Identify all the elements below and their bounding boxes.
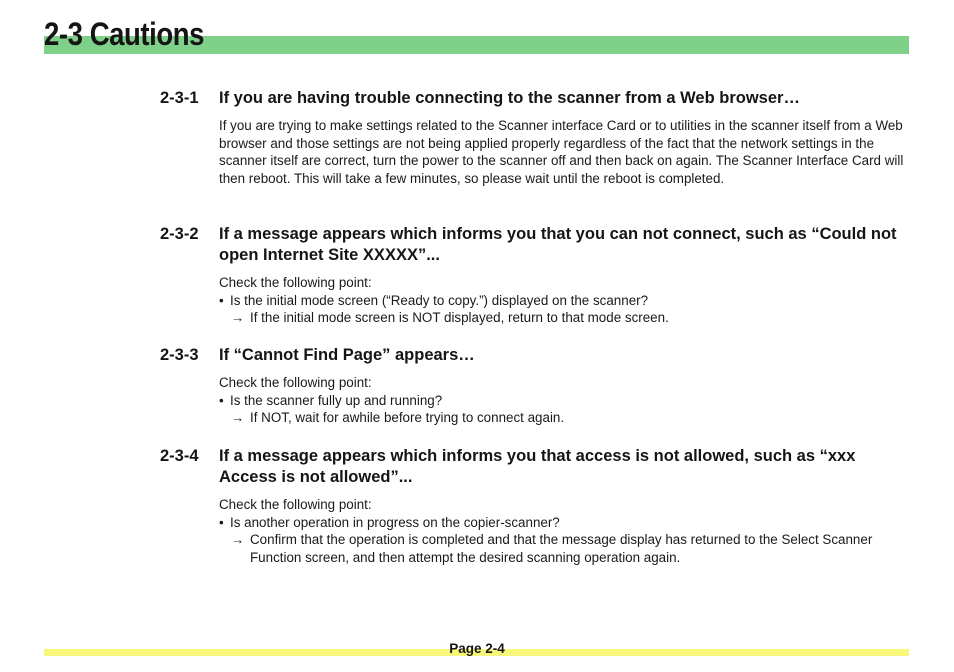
bullet-icon: • (219, 514, 224, 530)
action-line (219, 409, 909, 427)
section-number: 2-3-1 (160, 89, 199, 107)
action-line (219, 531, 909, 566)
section-body (219, 496, 909, 566)
arrow-right-icon: → (231, 532, 245, 547)
arrow-right-icon: → (231, 410, 245, 425)
check-intro: Check the following point: (219, 375, 372, 390)
action-text: Confirm that the operation is completed and that the message display has returned to the Select Scanner Function screen, and then attempt the desired scanning operation again. (250, 532, 873, 565)
page-title: 2-3 Cautions (44, 16, 204, 52)
check-bullet (219, 292, 909, 310)
section-title: If a message appears which informs you that access is not allowed, such as “xxx Access is not allowed”... (219, 447, 856, 486)
section-body (219, 117, 909, 187)
check-intro: Check the following point: (219, 497, 372, 512)
page-number: Page 2-4 (449, 641, 505, 656)
section-title: If a message appears which informs you that you can not connect, such as “Could not open Internet Site XXXXX”... (219, 225, 897, 264)
check-intro: Check the following point: (219, 275, 372, 290)
section-body (219, 374, 909, 427)
section-title: If “Cannot Find Page” appears… (219, 346, 475, 364)
section-number: 2-3-3 (160, 346, 199, 364)
bullet-text: Is another operation in progress on the copier-scanner? (230, 514, 560, 530)
section-number: 2-3-2 (160, 225, 199, 243)
action-line (219, 309, 909, 327)
section-body (219, 274, 909, 327)
bullet-icon: • (219, 292, 224, 308)
check-bullet (219, 392, 909, 410)
action-text: If the initial mode screen is NOT displayed, return to that mode screen. (250, 310, 669, 325)
action-text: If NOT, wait for awhile before trying to connect again. (250, 410, 565, 425)
bullet-icon: • (219, 392, 224, 408)
bullet-text: Is the scanner fully up and running? (230, 392, 443, 408)
section-number: 2-3-4 (160, 447, 199, 465)
body-paragraph: If you are trying to make settings related to the Scanner interface Card or to utilities in the scanner itself from a Web browser and those settings are not being applied properly regardless of the fact that the network settings in the scanner itself are correct, turn the power to the scanner off and then back on again. The Scanner Interface Card will then reboot. This will take a few minutes, so please wait until the reboot is completed. (219, 118, 904, 186)
section-title: If you are having trouble connecting to the scanner from a Web browser… (219, 89, 800, 107)
check-bullet (219, 514, 909, 532)
arrow-right-icon: → (231, 310, 245, 325)
bullet-text: Is the initial mode screen (“Ready to copy.”) displayed on the scanner? (230, 292, 649, 308)
